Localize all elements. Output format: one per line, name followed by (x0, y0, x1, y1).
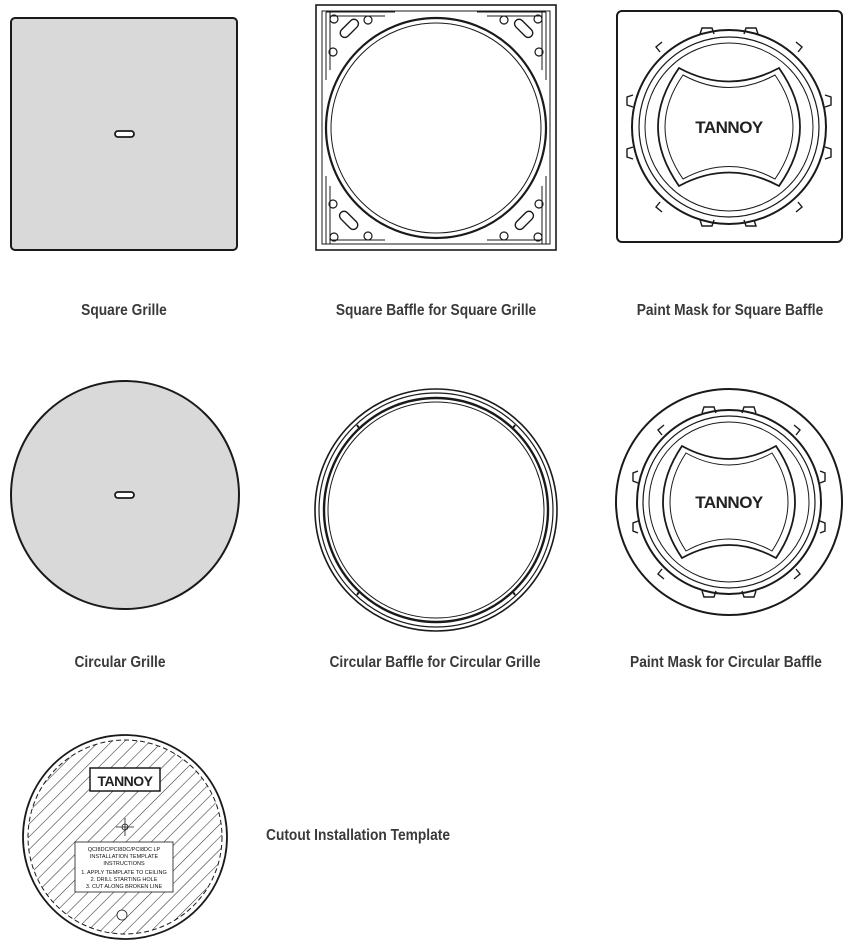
template-model-text: QCI8DC/PCI8DC/PCI8DC LP (87, 847, 161, 853)
template-step-2: 2. DRILL STARTING HOLE (90, 877, 158, 883)
caption-circular-paint-mask: Paint Mask for Circular Baffle (630, 654, 822, 671)
square-baffle (316, 5, 556, 250)
caption-circular-grille: Circular Grille (74, 654, 166, 671)
caption-square-paint-mask: Paint Mask for Square Baffle (636, 302, 824, 319)
template-step-3: 3. CUT ALONG BROKEN LINE (85, 884, 163, 890)
template-heading-1: INSTALLATION TEMPLATE (89, 854, 159, 860)
caption-square-grille: Square Grille (81, 302, 167, 319)
square-grille (11, 18, 237, 250)
template-step-1: 1. APPLY TEMPLATE TO CEILING (81, 870, 167, 876)
caption-circular-baffle: Circular Baffle for Circular Grille (329, 654, 541, 671)
caption-cutout-template: Cutout Installation Template (266, 827, 450, 844)
template-brand-text: TANNOY (97, 773, 153, 789)
circular-grille (11, 381, 239, 609)
cutout-template (23, 735, 227, 939)
square-mask-brand-text: TANNOY (695, 118, 763, 137)
template-heading-2: INSTRUCTIONS (103, 861, 145, 867)
caption-square-baffle: Square Baffle for Square Grille (335, 302, 537, 319)
circular-mask-brand-text: TANNOY (695, 493, 763, 512)
circular-baffle (315, 389, 557, 631)
